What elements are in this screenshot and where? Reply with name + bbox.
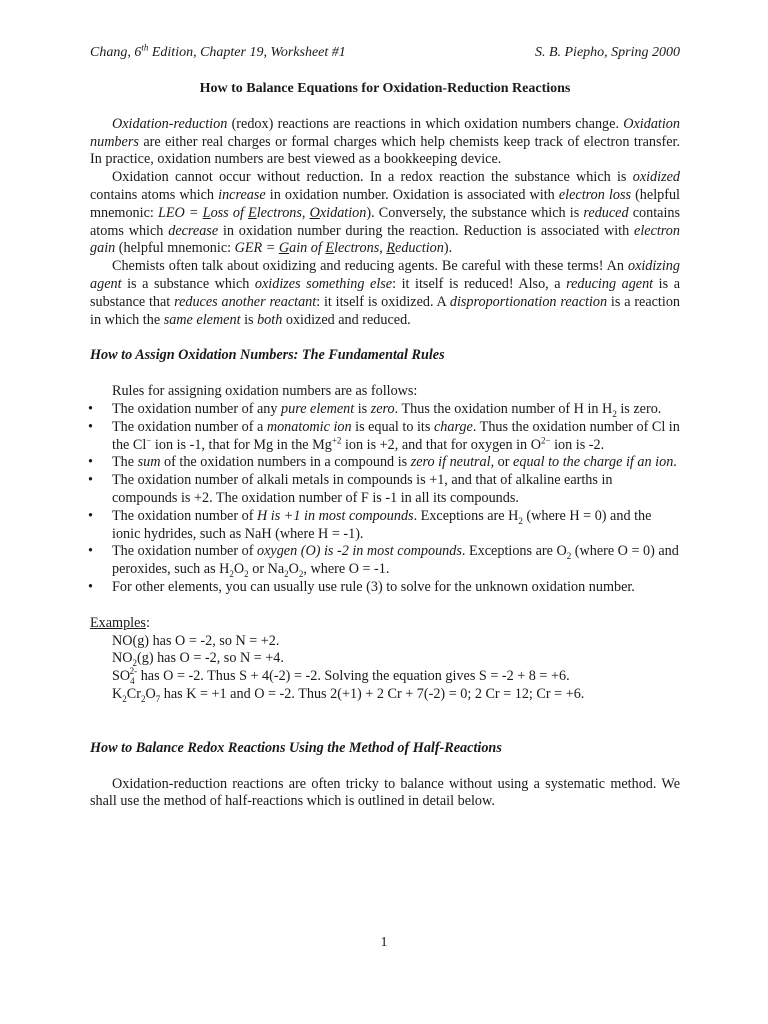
text: Cr: [126, 685, 141, 702]
bullet-icon: •: [88, 578, 93, 595]
rule-item: [90, 401, 680, 419]
term: oxidized: [632, 169, 680, 186]
term: equal to the charge if an ion: [513, 454, 674, 471]
bullet-icon: •: [88, 418, 93, 435]
text: , or: [490, 454, 514, 471]
text: has O = -2. Thus S + 4(-2) = -2. Solving the equation gives S = -2 + 8 = +6.: [137, 668, 570, 685]
bullet-icon: •: [88, 454, 93, 471]
section-heading-half-reactions: How to Balance Redox Reactions Using the Method of Half-Reactions: [90, 739, 502, 756]
text: is a substance which: [121, 275, 255, 292]
rule-item: [90, 472, 680, 508]
text: xidation: [319, 204, 367, 221]
text: oss of: [210, 204, 249, 221]
superscript: +2: [331, 434, 342, 445]
letter: R: [386, 240, 396, 257]
subscript: 2: [566, 551, 572, 562]
document-title: How to Balance Equations for Oxidation-Reduction Reactions: [199, 81, 571, 96]
rule-item: [90, 454, 680, 472]
text: ion is -2.: [550, 436, 605, 453]
header-right: S. B. Piepho, Spring 2000: [534, 45, 680, 60]
bullet-icon: •: [88, 472, 93, 489]
text: O: [145, 685, 156, 702]
text: (where O = 0) and peroxides, such as H: [112, 543, 679, 578]
rule-item: [90, 419, 680, 455]
text: is: [354, 400, 371, 417]
term: zero: [370, 400, 395, 417]
example-k2cr2o7: [90, 686, 680, 704]
text: The oxidation number of a: [112, 418, 267, 435]
term: sum: [137, 454, 161, 471]
bullet-icon: •: [88, 543, 93, 560]
text: ). Conversely, the substance which is: [366, 204, 584, 221]
text: eduction: [395, 240, 444, 257]
term: zero if neutral: [410, 454, 491, 471]
text: The oxidation number of alkali metals in compounds is +1, and that of alkaline earths in compounds is +2. The oxidation number of F is -1 in all its compounds.: [112, 472, 613, 506]
rule-item: [90, 579, 680, 597]
paragraph-oxidation: [90, 169, 680, 258]
subscript: 2: [132, 658, 137, 669]
text: or Na: [248, 561, 285, 578]
subscript: 2: [122, 693, 127, 704]
example-so4: [90, 668, 680, 686]
mnemonic-leo: [158, 205, 366, 221]
superscript: −: [146, 434, 152, 445]
term: pure element: [281, 400, 355, 417]
bullet-icon: •: [88, 507, 93, 524]
text: For other elements, you can usually use rule (3) to solve for the unknown oxidation number.: [112, 578, 635, 595]
text: in oxidation number. Oxidation is associated with: [265, 186, 559, 203]
header-left-sup: th: [141, 42, 149, 53]
rules-intro: Rules for assigning oxidation numbers are as follows:: [112, 383, 418, 400]
subscript: 4: [130, 675, 135, 686]
section-heading-oxidation-numbers: How to Assign Oxidation Numbers: The Fundamental Rules: [90, 347, 445, 364]
text: is: [240, 311, 258, 328]
text: The oxidation number of: [112, 543, 257, 560]
text: Chemists often talk about oxidizing and reducing agents. Be careful with these terms! An: [112, 258, 628, 275]
term: oxygen (O) is -2 in most compounds: [257, 543, 462, 560]
example-no2: [90, 650, 680, 668]
bullet-icon: •: [88, 400, 93, 417]
term: Oxidation numbers: [90, 115, 680, 150]
text: SO: [112, 668, 131, 685]
rule-item: [90, 508, 680, 544]
term: charge: [433, 418, 473, 435]
text: : it itself is reduced! Also, a: [392, 275, 567, 292]
subscript: 2: [140, 693, 146, 704]
subscript: 2: [612, 408, 617, 419]
term: reducing agent: [566, 275, 654, 292]
term: oxidizing agent: [90, 258, 680, 292]
term: reduces another reactant: [174, 293, 317, 310]
term: oxidizes something else: [254, 275, 393, 292]
term: increase: [218, 186, 266, 203]
text: LEO =: [157, 204, 203, 221]
text: lectrons,: [334, 240, 387, 257]
text: , where O = -1.: [303, 561, 390, 578]
term: decrease: [168, 222, 219, 239]
rules-list: [90, 401, 680, 597]
text: : it itself is oxidized. A: [316, 293, 450, 310]
term: electron loss: [558, 186, 631, 203]
text: (where H = 0) and the ionic hydrides, such as NaH (where H = -1).: [112, 507, 652, 542]
paragraph-intro: [90, 116, 680, 169]
subscript: 2: [518, 515, 523, 526]
document-page: [90, 44, 680, 811]
text: The oxidation number of: [112, 507, 257, 524]
text: oxidized and reduced.: [282, 311, 411, 328]
text: Oxidation cannot occur without reduction. In a redox reaction the substance which is: [112, 169, 633, 186]
text: (helpful mnemonic:: [90, 186, 680, 221]
header-left: [90, 44, 346, 64]
text: The oxidation number of any: [112, 400, 282, 417]
text: GER =: [234, 240, 279, 257]
examples-heading-text: Examples: [90, 614, 146, 631]
term: disproportionation reaction: [449, 293, 608, 310]
text: is a reaction in which the: [90, 293, 681, 328]
text: .: [673, 454, 677, 471]
term: H is +1 in most compounds: [257, 507, 414, 524]
text: contains atoms which: [90, 204, 681, 239]
text: The: [112, 454, 138, 471]
subscript: 2: [284, 568, 289, 579]
text: NO: [112, 650, 133, 667]
text: . Exceptions are O: [461, 543, 567, 560]
term: reduced: [583, 204, 629, 221]
letter: L: [202, 204, 211, 221]
text: (g) has O = -2, so N = +4.: [137, 650, 284, 667]
superscript: 2-: [129, 666, 138, 677]
text: O: [233, 561, 245, 578]
term: monatomic ion: [266, 418, 352, 435]
term: both: [257, 311, 283, 328]
superscript: 2−: [540, 434, 551, 445]
text: ion is -1, that for Mg in the Mg: [151, 436, 332, 453]
text: contains atoms which: [90, 186, 219, 203]
paragraph-agents: [90, 258, 680, 329]
text: . Thus the oxidation number of H in H: [394, 400, 613, 417]
text: are either real charges or formal charges which help chemists keep track of electron transfer. In practice, oxidation numbers are best viewed as a bookkeeping device.: [90, 133, 680, 168]
text: in oxidation number during the reaction. Reduction is associated with: [218, 222, 635, 239]
term: electron gain: [90, 222, 680, 257]
page-number: 1: [380, 935, 388, 950]
text: (helpful mnemonic:: [115, 240, 235, 257]
text: :: [145, 614, 150, 631]
text: is equal to its: [351, 418, 434, 435]
text: of the oxidation numbers in a compound is: [160, 454, 411, 471]
text: has K = +1 and O = -2. Thus 2(+1) + 2 Cr + 7(-2) = 0; 2 Cr = 12; Cr = +6.: [160, 685, 585, 702]
text: K: [112, 685, 123, 702]
header-left-text-2: Edition, Chapter 19, Worksheet #1: [148, 45, 346, 60]
text: (redox) reactions are reactions in which oxidation numbers change.: [227, 115, 624, 132]
running-header: [90, 44, 680, 64]
example-no: NO(g) has O = -2, so N = +2.: [112, 632, 280, 649]
text: ).: [443, 240, 453, 257]
text: . Exceptions are H: [413, 507, 519, 524]
rule-item: [90, 543, 680, 579]
text: ion is +2, and that for oxygen in O: [341, 436, 541, 453]
letter: O: [309, 204, 320, 221]
letter: G: [278, 240, 290, 257]
subscript: 7: [155, 693, 161, 704]
text: lectrons,: [256, 204, 310, 221]
subscript: 2: [298, 568, 304, 579]
examples-heading: [90, 615, 680, 633]
text: ain of: [289, 240, 326, 257]
subscript: 2: [229, 568, 234, 579]
header-left-text: Chang, 6: [90, 45, 142, 60]
term: Oxidation-reduction: [112, 115, 228, 132]
letter: E: [325, 240, 335, 257]
text: is a substance that: [90, 275, 680, 310]
term: same element: [163, 311, 241, 328]
mnemonic-ger: [235, 240, 444, 256]
text: . Thus the oxidation number of Cl in the Cl: [112, 418, 680, 453]
text: is zero.: [616, 400, 662, 417]
subscript: 2: [244, 568, 249, 579]
paragraph-half-reactions: Oxidation-reduction reactions are often tricky to balance without using a systematic method. We shall use the method of half-reactions which is outlined in detail below.: [90, 775, 680, 810]
text: O: [288, 561, 299, 578]
letter: E: [248, 204, 257, 221]
